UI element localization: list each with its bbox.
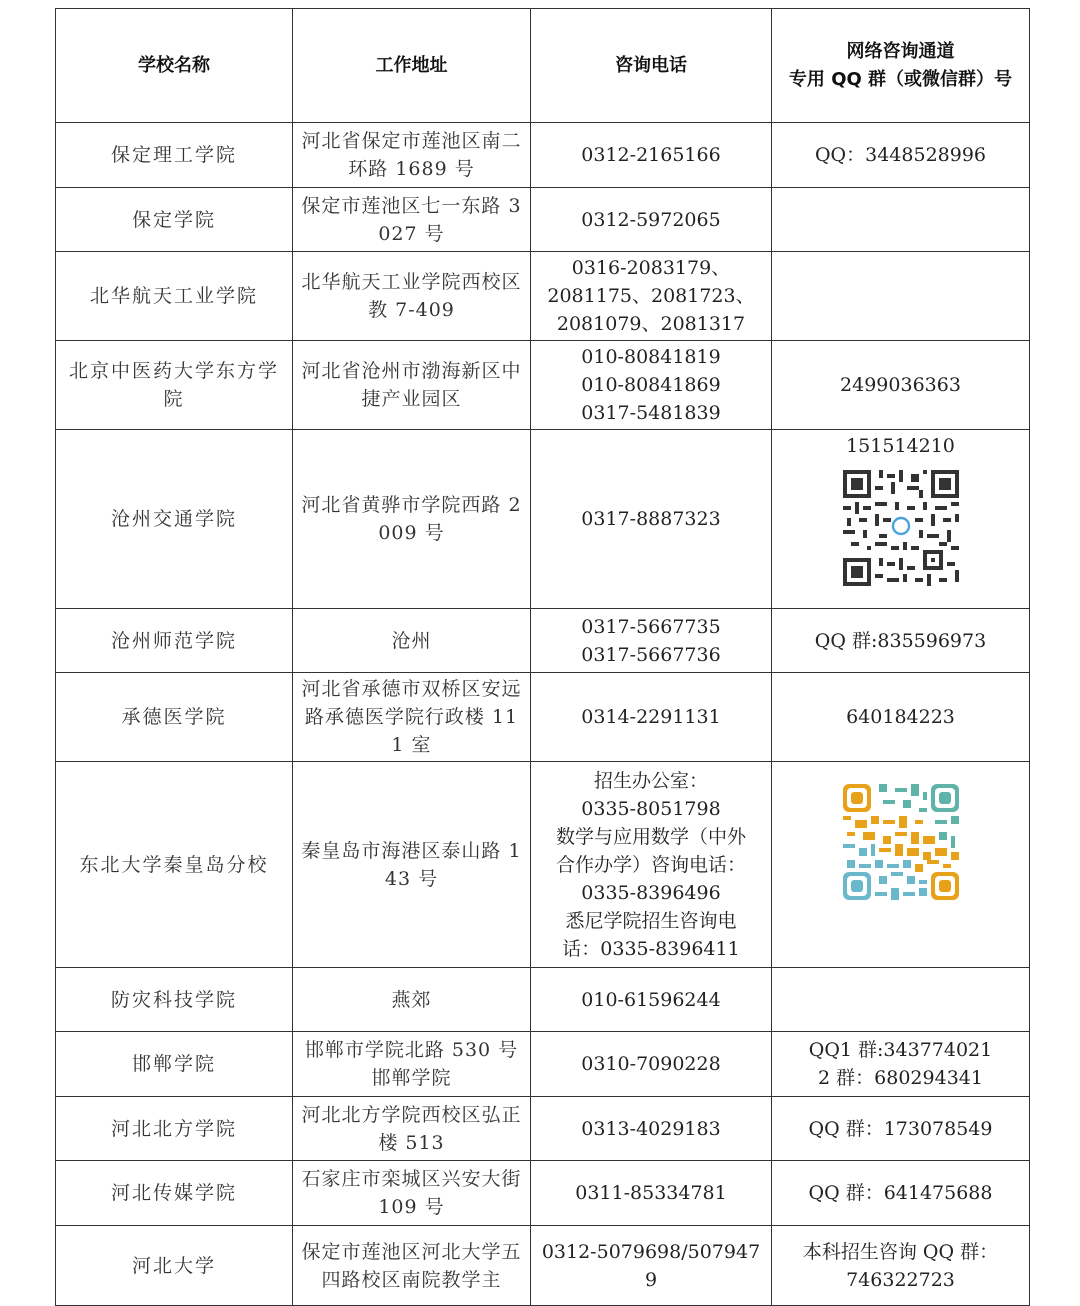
phone-line: 0335-8396496 <box>581 881 721 904</box>
phone-line: 0335-8051798 <box>581 797 721 820</box>
school-name: 保定学院 <box>56 188 293 252</box>
online-line: 640184223 <box>846 706 955 728</box>
phone-line: 合作办学）咨询电话： <box>555 853 746 876</box>
phone <box>531 430 772 609</box>
online-line: 2499036363 <box>840 374 961 396</box>
phone-line: 2081175、2081723、 <box>547 285 755 307</box>
table-row <box>56 609 1030 673</box>
phone <box>531 609 772 673</box>
table-row <box>56 1032 1030 1097</box>
phone-line: 0317-5481839 <box>581 402 721 424</box>
address: 保定市莲池区河北大学五四路校区南院教学主 <box>293 1226 531 1306</box>
table-row <box>56 1226 1030 1306</box>
online-line: 2 群：680294341 <box>818 1067 983 1089</box>
table-row <box>56 430 1030 609</box>
phone-line: 2081079、2081317 <box>556 313 746 335</box>
phone <box>531 968 772 1032</box>
online-channel <box>772 1097 1030 1161</box>
phone <box>531 252 772 341</box>
header-address: 工作地址 <box>293 9 531 123</box>
table-row <box>56 1097 1030 1161</box>
phone-line: 0310-7090228 <box>581 1053 721 1075</box>
phone-line: 0312-2165166 <box>581 144 721 166</box>
online-line: 151514210 <box>846 435 955 457</box>
school-name: 北华航天工业学院 <box>56 252 293 341</box>
online-channel <box>772 1226 1030 1306</box>
header-online-channel <box>772 9 1030 123</box>
header-online-line1: 网络咨询通道 <box>846 40 955 62</box>
header-school-name: 学校名称 <box>56 9 293 123</box>
online-line: QQ 群：641475688 <box>808 1182 993 1204</box>
school-name: 河北北方学院 <box>56 1097 293 1161</box>
online-line: 本科招生咨询 QQ 群： <box>802 1240 999 1263</box>
admissions-contact-table <box>55 8 1030 1306</box>
phone-line: 010-61596244 <box>581 988 721 1011</box>
school-name: 沧州交通学院 <box>56 430 293 609</box>
school-name: 东北大学秦皇岛分校 <box>56 762 293 968</box>
phone <box>531 1161 772 1226</box>
online-line: 746322723 <box>846 1268 955 1291</box>
address: 沧州 <box>293 609 531 673</box>
address: 河北省沧州市渤海新区中捷产业园区 <box>293 341 531 430</box>
phone-line: 0314-2291131 <box>581 706 721 728</box>
phone-line: 话：0335-8396411 <box>562 937 740 960</box>
phone-line: 0312-5079698/5079479 <box>541 1240 761 1291</box>
phone-line: 0316-2083179、 <box>571 257 731 279</box>
online-channel <box>772 430 1030 609</box>
table-row <box>56 341 1030 430</box>
address: 保定市莲池区七一东路 3027 号 <box>293 188 531 252</box>
school-name: 河北大学 <box>56 1226 293 1306</box>
school-name: 河北传媒学院 <box>56 1161 293 1226</box>
address: 邯郸市学院北路 530 号邯郸学院 <box>293 1032 531 1097</box>
header-phone: 咨询电话 <box>531 9 772 123</box>
phone <box>531 673 772 762</box>
online-channel <box>772 123 1030 188</box>
phone-line: 0311-85334781 <box>575 1182 727 1204</box>
table-row <box>56 673 1030 762</box>
phone-line: 010-80841819 <box>581 346 721 368</box>
online-channel <box>772 609 1030 673</box>
online-line: QQ 群:835596973 <box>814 629 987 652</box>
wechat-qr-code-icon <box>843 784 959 900</box>
online-channel <box>772 968 1030 1032</box>
online-line: QQ1 群:343774021 <box>808 1039 993 1061</box>
school-name: 防灾科技学院 <box>56 968 293 1032</box>
online-channel <box>772 1032 1030 1097</box>
address: 河北省黄骅市学院西路 2009 号 <box>293 430 531 609</box>
school-name: 承德医学院 <box>56 673 293 762</box>
table-row <box>56 188 1030 252</box>
school-name: 邯郸学院 <box>56 1032 293 1097</box>
address: 北华航天工业学院西校区教 7-409 <box>293 252 531 341</box>
online-channel <box>772 762 1030 968</box>
phone-line: 悉尼学院招生咨询电 <box>565 909 737 932</box>
address: 燕郊 <box>293 968 531 1032</box>
table-row <box>56 1161 1030 1226</box>
phone-line: 招生办公室： <box>593 769 708 792</box>
table-row <box>56 123 1030 188</box>
header-online-line2: 专用 QQ 群（或微信群）号 <box>788 68 1013 90</box>
phone-line: 0317-8887323 <box>581 508 721 530</box>
address: 秦皇岛市海港区泰山路 143 号 <box>293 762 531 968</box>
online-channel <box>772 188 1030 252</box>
online-line: QQ 群：173078549 <box>808 1117 993 1140</box>
phone-line: 0317-5667735 <box>581 615 721 638</box>
school-name: 保定理工学院 <box>56 123 293 188</box>
phone <box>531 1032 772 1097</box>
phone <box>531 341 772 430</box>
school-name: 北京中医药大学东方学院 <box>56 341 293 430</box>
phone-line: 010-80841869 <box>581 374 721 396</box>
qq-group-qr-code-icon <box>843 470 959 586</box>
phone-line: 0312-5972065 <box>581 208 721 231</box>
online-channel <box>772 673 1030 762</box>
school-name: 沧州师范学院 <box>56 609 293 673</box>
address: 河北省承德市双桥区安远路承德医学院行政楼 111 室 <box>293 673 531 762</box>
address: 河北省保定市莲池区南二环路 1689 号 <box>293 123 531 188</box>
online-channel <box>772 252 1030 341</box>
phone-line: 0313-4029183 <box>581 1117 721 1140</box>
table-row <box>56 762 1030 968</box>
address: 石家庄市栾城区兴安大街 109 号 <box>293 1161 531 1226</box>
online-channel <box>772 1161 1030 1226</box>
phone-line: 数学与应用数学（中外 <box>555 825 746 848</box>
phone <box>531 1097 772 1161</box>
online-channel <box>772 341 1030 430</box>
online-line: QQ：3448528996 <box>814 144 987 166</box>
address: 河北北方学院西校区弘正楼 513 <box>293 1097 531 1161</box>
header-row <box>56 9 1030 123</box>
phone <box>531 1226 772 1306</box>
phone <box>531 762 772 968</box>
phone-line: 0317-5667736 <box>581 643 721 666</box>
table-row <box>56 968 1030 1032</box>
phone <box>531 188 772 252</box>
phone <box>531 123 772 188</box>
table-row <box>56 252 1030 341</box>
